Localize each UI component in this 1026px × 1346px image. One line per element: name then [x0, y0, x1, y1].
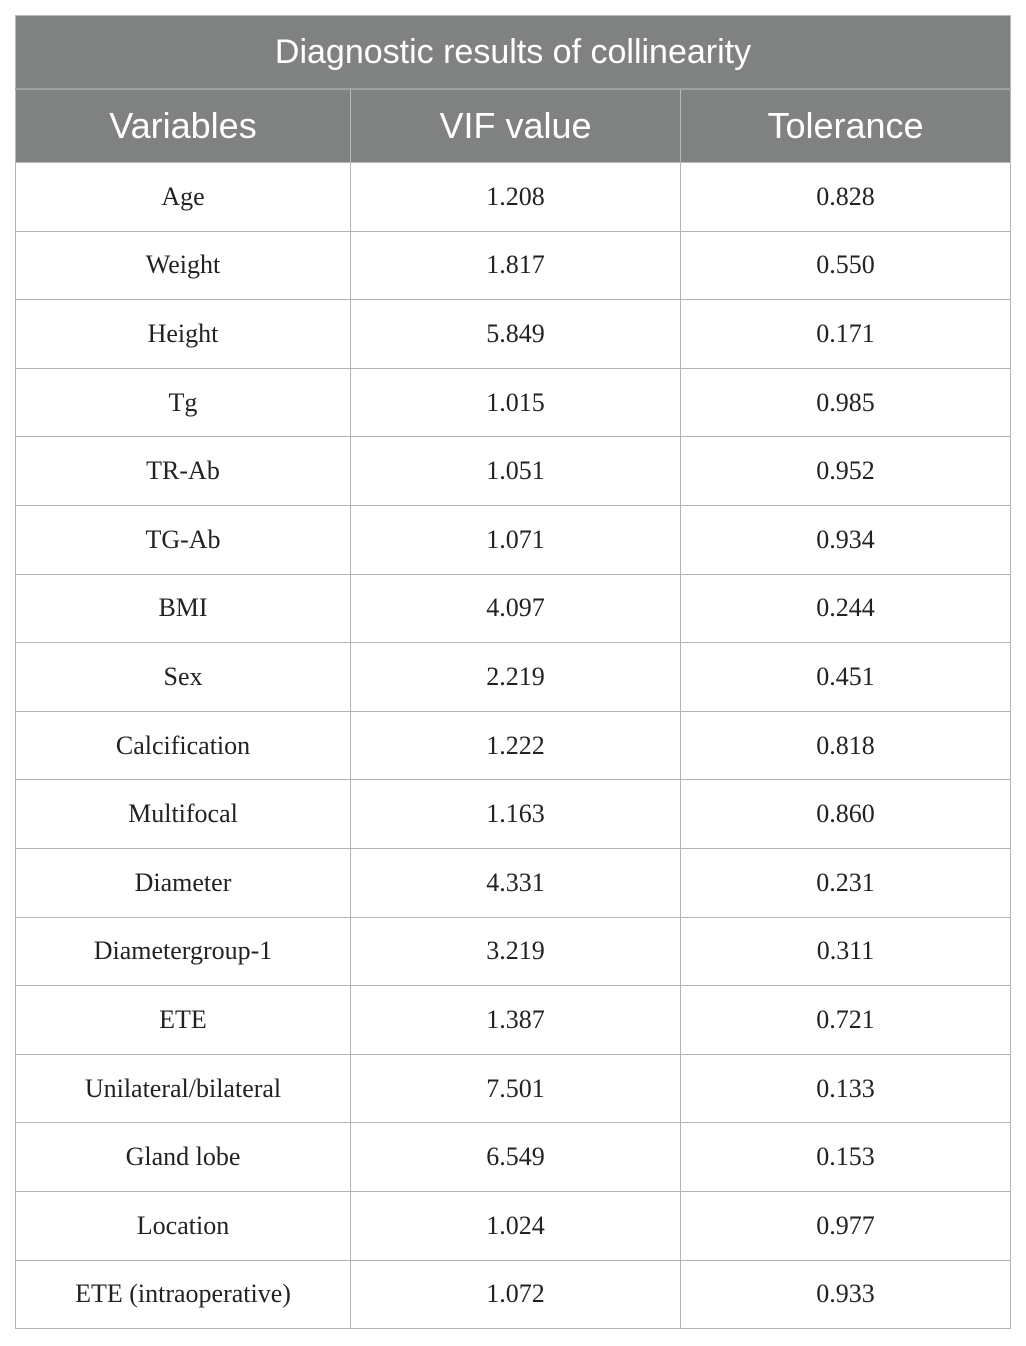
- cell-variable: BMI: [16, 574, 351, 643]
- table-row: [16, 1191, 1011, 1260]
- cell-tolerance: 0.934: [681, 505, 1011, 574]
- table-row: [16, 1054, 1011, 1123]
- cell-variable: Diametergroup-1: [16, 917, 351, 986]
- table-header: [16, 16, 1011, 163]
- cell-tolerance: 0.244: [681, 574, 1011, 643]
- cell-tolerance: 0.828: [681, 163, 1011, 232]
- table-row: [16, 574, 1011, 643]
- cell-variable: Sex: [16, 643, 351, 712]
- cell-vif: 5.849: [351, 300, 681, 369]
- cell-vif: 1.222: [351, 711, 681, 780]
- table-row: [16, 848, 1011, 917]
- cell-vif: 6.549: [351, 1123, 681, 1192]
- table-row: [16, 300, 1011, 369]
- cell-variable: Diameter: [16, 848, 351, 917]
- collinearity-table-container: [15, 15, 1010, 1329]
- cell-vif: 1.072: [351, 1260, 681, 1329]
- table-row: [16, 1123, 1011, 1192]
- cell-tolerance: 0.171: [681, 300, 1011, 369]
- column-header-vif-value: VIF value: [351, 89, 681, 163]
- cell-tolerance: 0.133: [681, 1054, 1011, 1123]
- table-row: [16, 711, 1011, 780]
- cell-variable: Location: [16, 1191, 351, 1260]
- cell-vif: 1.024: [351, 1191, 681, 1260]
- table-row: [16, 780, 1011, 849]
- cell-tolerance: 0.985: [681, 368, 1011, 437]
- cell-tolerance: 0.818: [681, 711, 1011, 780]
- cell-variable: ETE (intraoperative): [16, 1260, 351, 1329]
- cell-variable: Weight: [16, 231, 351, 300]
- column-header-row: [16, 89, 1011, 163]
- cell-variable: Tg: [16, 368, 351, 437]
- cell-vif: 3.219: [351, 917, 681, 986]
- cell-vif: 1.071: [351, 505, 681, 574]
- column-header-variables: Variables: [16, 89, 351, 163]
- cell-tolerance: 0.231: [681, 848, 1011, 917]
- title-row: [16, 16, 1011, 90]
- table-row: [16, 231, 1011, 300]
- table-row: [16, 917, 1011, 986]
- table-row: [16, 643, 1011, 712]
- cell-vif: 1.163: [351, 780, 681, 849]
- table-row: [16, 986, 1011, 1055]
- cell-vif: 1.015: [351, 368, 681, 437]
- table-row: [16, 1260, 1011, 1329]
- collinearity-table: [15, 15, 1011, 1329]
- cell-variable: Age: [16, 163, 351, 232]
- cell-tolerance: 0.153: [681, 1123, 1011, 1192]
- cell-vif: 1.387: [351, 986, 681, 1055]
- cell-tolerance: 0.721: [681, 986, 1011, 1055]
- table-row: [16, 163, 1011, 232]
- cell-tolerance: 0.933: [681, 1260, 1011, 1329]
- column-header-tolerance: Tolerance: [681, 89, 1011, 163]
- cell-vif: 4.331: [351, 848, 681, 917]
- table-row: [16, 368, 1011, 437]
- cell-variable: Calcification: [16, 711, 351, 780]
- cell-tolerance: 0.451: [681, 643, 1011, 712]
- cell-vif: 1.817: [351, 231, 681, 300]
- cell-vif: 7.501: [351, 1054, 681, 1123]
- cell-vif: 2.219: [351, 643, 681, 712]
- cell-variable: TG-Ab: [16, 505, 351, 574]
- table-title: Diagnostic results of collinearity: [16, 16, 1011, 90]
- table-body: [16, 163, 1011, 1329]
- cell-tolerance: 0.860: [681, 780, 1011, 849]
- cell-variable: Multifocal: [16, 780, 351, 849]
- cell-tolerance: 0.550: [681, 231, 1011, 300]
- table-row: [16, 505, 1011, 574]
- cell-variable: Gland lobe: [16, 1123, 351, 1192]
- cell-variable: Height: [16, 300, 351, 369]
- cell-variable: Unilateral/bilateral: [16, 1054, 351, 1123]
- cell-vif: 1.208: [351, 163, 681, 232]
- cell-tolerance: 0.311: [681, 917, 1011, 986]
- cell-variable: TR-Ab: [16, 437, 351, 506]
- cell-tolerance: 0.952: [681, 437, 1011, 506]
- cell-variable: ETE: [16, 986, 351, 1055]
- cell-vif: 1.051: [351, 437, 681, 506]
- cell-tolerance: 0.977: [681, 1191, 1011, 1260]
- table-row: [16, 437, 1011, 506]
- cell-vif: 4.097: [351, 574, 681, 643]
